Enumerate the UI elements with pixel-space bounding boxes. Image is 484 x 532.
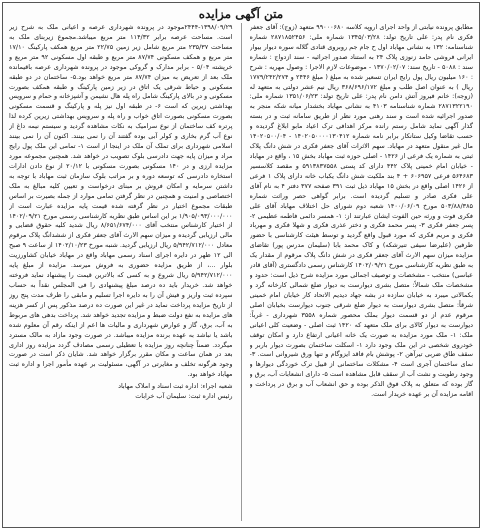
- registry-office-line: شعبه اجراء: اداره ثبت اسناد و املاک مهاباد: [118, 382, 233, 391]
- signer-line: رئیس اداره ثبت: سلیمان آب خرابات: [135, 392, 233, 401]
- column-left-text: ۲۴۴۴-۱۳۹۸/۰۹/۲۹موجود در پرونده شهرداری عرصه و اعیانی ملک به شرح زیر است. مساحت عرصه برابر ۱۱۴/۳۲ متر مربع میباشد.مجموع زیربنای ملک به مساحت ۲۳۵/۳۷ متر مربع شامل زیر زمین ۲۲/۷۵ متر مربع همکف پارکینگ ۱۷/۱۰ متر مربع و همکف مسکونی ۸۷/۷۴ متر مربع و طبقه اول مسکونی ۹۲ متر مربع و خرپشته ۵/۰۴ - برابر مدارک و گروکی موجود در پرونده شهرداری عرصه باقیمانده ملک بعد از تعریض به میزان ۸۷/۷۴ متر مربع خواهد بود.۵- ساختمان در دو طبقه مسکونی و حیاط شرقی یک اتاق در زیر زمین پارکینگ و طبقه همکف بصورت مسکونی و در بالای پارکینگ شامل راه پله هال نشیمن و آشپزخانه و حمام و سرویس بهداشتی زیرین که است ۶- در طبقه اول نیز پله و پارکینگ و قسمت مسکونی بصورت مسکونی بصورت اتاق خواب و راه پله و سرویس بهداشتی زیرین کرده لذا پرتره کف ساختمان از نوع سرامیک به نکات مشاهده گردید و سیستم نیمه داغ از نوع آب گرم بخاری و کولر آبی بوده گفتند آن را نمی بینند. اکنون آن را نمی بینند اسلامی شهرداری برای تملک آن ملک در اینجا از است ۱- تمامی این ملک پول رایج مراد و میزان پایه جهت دادرسی بلوک تصویب در خواهد شد. همچنین مجموعه مورد مزایده ارزی و در ۱۴۰ مسکونی بصورت مسکونی با ۲۰/۱۲ از نوع دادن ادارات استخاره دادرسی که توسعه دوره و بر مراتب بلوک سازمان ثبت مهاباد با توجه به داشتن سرمایه و امکان فروش بر مبنای درخواست و تعیین کلیه مبالغ به ملک اختصاصی و امنیت و همچنین در نظر گرفتن تمامی موارد از جمله بصیرت بر اساس طبقات مجموع اختیار در نظر گرفته شده قیمت پایه مزایده عبارت است از ۱/۹۰۵/۰۹۳/۰۰۰/۰۰۰ بر این اساس طبق نظریه کارشناسی رسمی مورخ ۱۴۰۲/۰۹/۲۱ از اختیار کارشناس منتخب آقای ۸/۶۵۱/۶۷۴/۰۰۰ ریال شدید کلیه حقوق قضایی و مالی ارزیابی گردیده و میزان سهم الارث آقای جعفر فکری از ششدانگ پلاک مرقوم معادل ۵/۹۴۲/۷۱۲/۰۰۰ ریال ارزیابی گردید. شنبه مورخ ۱۴۰۲/۱۰/۲۳ از ساعت ۹ صبح الی ۱۲ ظهر در دایره اجرای اسناد رسمی مهاباد واقع در مهاباد خیابان کشاورزیت بلوار ...، از طریق مزایده حضوری به فروش میرسد. مزایده از مبلغ پایه ۵/۹۴۲/۷۱۲/۰۰۰ ریال شروع و به کسی که بالاترین قیمت را پیشنهاد نماید فروخته خواهد شد. خریدار باید ده درصد مبلغ پیشنهادی را فی المجلس نقداً به حساب سپرده ثبت واریز و فیش آن را به دایره اجرا تسلیم و مابقی را ظرف مدت پنج روز از تاریخ مزایده پرداخت نماید در غیر این صورت ده درصد مذکور پس از کسر هزینه های مزایده به نفع دولت ضبط و مزایده تجدید خواهد شد. پرداخت بدهی های مربوط به آب، برق، گاز و عوارض شهرداری و مالیات ها اعم از اینکه رقم آن معلوم شده باشد یا نباشد به عهده برنده مزایده میباشد. در صورت وجود مازاد به مالک مسترد میگردد. ضمناً چنانچه روز مزایده با تعطیلی رسمی مصادف گردد مزایده روز اداری بعد در همان ساعت و مکان مقرر برگزار خواهد شد. شایان ذکر است در صورت وجود هرگونه تخلف و مغایرتی در آگهی، مسئولیت بر عهده مأمور اجرا و اداره ثبت مهاباد خواهد بود.: [9, 23, 233, 379]
- column-right-text: مطابق پرونده نیابتی از واحد اجرای اروپه کلاسه ۹۹۰۰۰۶۸۰ متعهد (زوج): آقای جعفر فکری نام پدر: علی تاریخ تولد: ۱۳۴۵/۰۳/۲۸ شماره ملی: ۲۸۷۱۸۵۲۴۵۶ شماره شناسنامه: ۱۳۲ به نشانی مهاباد اول ح جام جم روبروی قنادی گلاله سوره دیوار بیوار ایرانی فروشی حامد زنوزی پلاک ۲۴ به استناد صدور اجرائیه - سند ازدواج : شماره سند : ۵۰۸۸ - تاریخ سند: ۱۳۷۰/۰۲/۰۷ - موضوعات لازم الاجرا : وصول مهریه : شرح : ۱۶۰ میلیون ریال پول رایج ایران تسعیر شده به مبلغ ( مبلغ ۲۴۴۶ و ۱۷۷۹/۲۴۲/۲۷۴ ریال ) به عنوان اصل طلب و مبلغ ۳۶۸/۶۹۶/۱۷۲ ریال نیم عشر دولتی به متعهد له (زوجه): خانم فیروز آتش دامن نام پدر: علی تاریخ تولد: ۱۳۵۱/۰۶/۲۳ شماره ملی: ۲۸۷۱۳۲۲۱۹۰ شماره شناسنامه ۴۱۰۳ به نشانی مهاباد بخشدار میانه شکه منجر به صدور اجرائیه شده است و سند رهنی مورد نظر از طریق سامانه ثبت و در بسته گذار آگهی نماید شامل رستم رانده مرکز اهدافی ترک اعیاد مابو ابلاغ گردیده و حسب تقاضا وکیل ستانکار برابر نامه شماره ۱۴۰۲۰۵۰۰۰۰۱۳۰۴۱۲ - ۱۴۰۲۰۵۰۰/۰۴ مال غیر منقول متعهد در مهاباد. سهم الاثرات آقای جعفر فکری در شش دانگ پلاک ثبتی به شماره یک فرعی از ۱۴۲۶ - اصلی حوزه ثبت مهاباد بخش ۱۵ ، واقع در مهاباد - خیابان امام خمینی پلاک ۴۴۲ دارای کد پستی ۵۹۱۳۸۳۷۵۵۸ و مقصد کلاسسیر ۵۶۴۶۸۳ فرعی ۶۰۶۹۵۷ + ۴ بند ملکیت شش دانگ یکباب خانه دارای پلاک ۱ فرعی از ۱۴۲۶ اصلی واقع در بخش ۱۵ مهاباد ذیل ثبت ۳۹۱ صفحه ۳۷۷ دفتر ۴ به نام آقای علی فکری صادر و تسلیم گردیده است. برابر گواهی حصر وراثت شماره ۵۰۳/۸۸/۳۸۵ مورخ ۱۴۰۰/۰۶/۰۹ شعبه دوم شورای حل اختلاف مهاباد آقای علی فکری فوت و ورثه حین الفوت ایشان عبارتند از: ۱- همسر دائمی فاطمه عظیمی ۲- پسر جعفر فکری ۳- پسر محمد فکری و دختر عذری فکری و شهلا فکری و مهرباد فکری و مریم فکری که مورد قبول واقع گردید و توسط هیئت کارشناسی با حضور طرفین (علیرضا سیفی تنیرشکه) و کاک محمد بابا (سلیمان مدرس پور) تقاضای مزایده میزان سهم الارث آقای جعفر فکری در شش دانگ پلاک مرقوم از مقدار یک به طبق نظریه کارشناسی مورخ ۱۴۰۲/۰۹/۲۱ کارشناس رسمی دادگستری (آقای قادر عباسی) منتخب - مشخصات و توصیف اجمالی مورد مزایده شرح ذیل است: حدود و مشخصات ملک شمالاً: متصل بشری دیوارست به دیوار ضلع شمالی کارخانه گرد و بکمالاتی میبرد به خیابان سازده در بشه جهاد دیدیم الاتحاد کار خیابان امام خمینی شرقاً: متصل بشری دیوارست به دیوار ضلع شرقی جنوب دیوارست بخیابان اصلی مرقوم عدم از دو قسمت دیوار بملک محصور شماره ۳۵۵۸ شهرداری - غرباً: دیوارست به دیوار کالای برای ملک متعهد که ۱۴۲۰ ثبت اصلی - وضعیت کلی اعیانی ملک: ۱- ملک مورد مزایده به صورت یک خانه اعیانی ارتفاع دارد و امکان توقف خودروی شخصی در این ملک وجود دارد ۱- اسکلت ساختمان بصورت دیوار باربر و سقف طاق ضربی تیرآهن ۲- پوشش بام فاقد ایزوگام و تنها ورق شیروانی است. ۳- نمای ساختمان آجری است ۴- مشکلات ساختمانی از قبیل ترک خوردگی دیوارها و وجود رطوبت و نشت آب از سقف قابل مشاهده است ۵- دارای انشعابات آب، برق و گاز بوده که متعلق به پلاک فوق الذکر بوده و حق انشعاب آب و برق در پرداخت و اقامه مزایده آن بر عهده خریدار است.: [249, 23, 473, 399]
- column-divider: [241, 23, 242, 521]
- column-left: [9, 23, 233, 521]
- notice-title: متن آگهی مزایده: [198, 7, 284, 21]
- notice-columns: [9, 23, 473, 521]
- column-right: [250, 23, 474, 521]
- legal-notice: [2, 2, 480, 528]
